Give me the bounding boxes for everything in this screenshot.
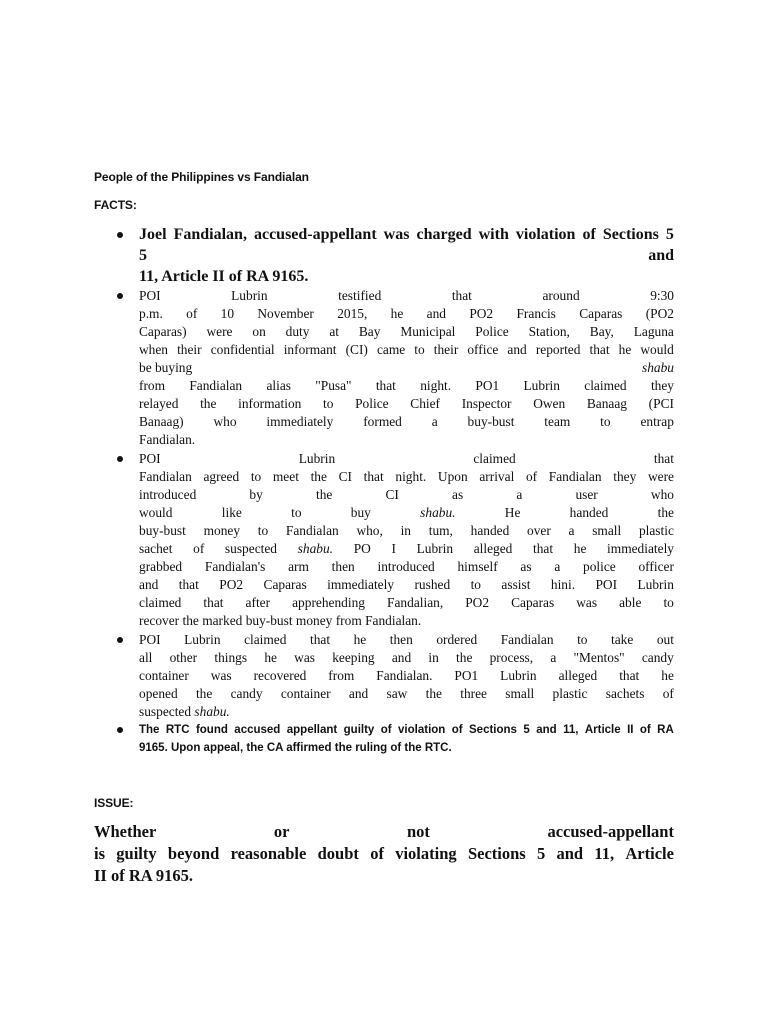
word: PO1: [475, 378, 500, 393]
word: accused: [234, 724, 281, 736]
word: POI: [595, 577, 618, 592]
fact-item-2: [139, 287, 674, 449]
fact-line: [139, 287, 674, 305]
fact-line: [139, 721, 674, 739]
word: Sections: [602, 226, 659, 243]
word: a: [431, 414, 438, 429]
fact-item-5: [139, 721, 674, 757]
word: II: [627, 724, 634, 736]
word: a: [568, 523, 575, 538]
word: Police: [355, 396, 389, 411]
word: Banaag: [586, 396, 627, 411]
word: in: [400, 523, 411, 538]
word: of: [662, 686, 674, 701]
word: Chief: [410, 396, 441, 411]
word: alleged: [558, 668, 598, 683]
fact-line: [139, 540, 674, 558]
fact-line: [139, 522, 674, 540]
word: who: [650, 487, 674, 502]
word: PO2: [219, 577, 244, 592]
fact-line: [139, 359, 674, 377]
fact-line: recover the marked buy-bust money from Fandialan.: [139, 613, 422, 628]
word: assist: [501, 577, 531, 592]
word: charged: [416, 226, 472, 243]
word: he: [661, 668, 674, 683]
word: that: [619, 668, 640, 683]
word: to: [250, 469, 262, 484]
issue-heading: ISSUE:: [94, 796, 134, 810]
word: guilty: [116, 844, 157, 863]
word: immediately: [327, 577, 395, 592]
case-title: People of the Philippines vs Fandialan: [94, 170, 309, 184]
word: violating: [395, 844, 457, 863]
word: RTC: [165, 724, 190, 736]
word: 9:30: [650, 288, 674, 303]
word: he: [618, 342, 632, 357]
fact-line: [139, 323, 674, 341]
fact-line: [139, 703, 674, 721]
word: 2015,: [337, 306, 368, 321]
word: reported: [535, 342, 581, 357]
word: meet: [272, 469, 299, 484]
word: "Pusa": [315, 378, 352, 393]
word: keeping: [332, 650, 375, 665]
word: of: [370, 844, 384, 863]
word: of: [380, 724, 392, 736]
word: Bay,: [589, 324, 614, 339]
word: to: [577, 632, 588, 647]
fact-line: 5: [139, 247, 147, 264]
word: found: [195, 724, 228, 736]
word: Fandialan: [139, 469, 192, 484]
word: things: [214, 650, 248, 665]
word: Upon: [437, 469, 468, 484]
word: tum,: [428, 523, 453, 538]
bullet-icon: [117, 727, 123, 733]
word: a: [550, 650, 557, 665]
word: to: [257, 523, 269, 538]
word: to: [323, 396, 334, 411]
word: (PO2: [645, 306, 674, 321]
word: confidential: [210, 342, 275, 357]
word: Lubrin: [231, 288, 268, 303]
word: was: [210, 668, 232, 683]
fact-line: Fandialan.: [139, 432, 196, 447]
word: 10: [220, 306, 235, 321]
word: entrap: [640, 414, 674, 429]
word: doubt: [317, 844, 359, 863]
word: to: [470, 577, 481, 592]
fact-line: [139, 305, 674, 323]
word: he: [390, 306, 404, 321]
fact-line: [139, 468, 674, 486]
word: sachets: [605, 686, 645, 701]
word: Lubrin: [523, 378, 560, 393]
fact-line-part: PO I Lubrin alleged that he immediately: [353, 541, 674, 556]
bullet-icon: [117, 456, 123, 462]
word: 11,: [563, 724, 579, 736]
word: that: [178, 577, 199, 592]
word: or: [273, 822, 290, 841]
word: came: [376, 342, 406, 357]
word: Inspector: [461, 396, 512, 411]
issue-line: [94, 843, 674, 865]
word: plastic: [552, 686, 588, 701]
word: Fandialan,: [173, 226, 247, 243]
word: himself: [457, 559, 498, 574]
word: of: [639, 724, 651, 736]
word: immediately: [266, 414, 334, 429]
word: CI: [385, 487, 399, 502]
word: 5: [536, 844, 546, 863]
fact-line-part: sachet of suspected: [139, 541, 277, 556]
word: was: [383, 226, 410, 243]
word: rushed: [414, 577, 451, 592]
fact-line: [139, 395, 674, 413]
word: Sections: [469, 724, 517, 736]
word: Joel: [139, 226, 167, 243]
word: claimed: [244, 632, 287, 647]
word: of: [525, 469, 538, 484]
word: Lubrin: [637, 577, 674, 592]
word: of: [582, 226, 596, 243]
word: arrival: [479, 469, 515, 484]
word: that: [589, 342, 610, 357]
word: that: [653, 451, 674, 466]
word: Station,: [528, 324, 570, 339]
word: Fandialan: [189, 378, 243, 393]
word: able: [619, 595, 642, 610]
fact-line: [139, 594, 674, 612]
word: claimed: [139, 595, 182, 610]
word: POI: [139, 451, 161, 466]
word: relayed: [139, 396, 179, 411]
bullet-icon: [117, 293, 123, 299]
word: saw: [386, 686, 408, 701]
word: to: [414, 342, 425, 357]
word: Lubrin: [298, 451, 336, 466]
fact-line: [139, 631, 674, 649]
word: Banaag): [139, 414, 184, 429]
word: introduced: [139, 487, 197, 502]
word: to: [663, 595, 674, 610]
word: police: [583, 559, 616, 574]
word: were: [647, 469, 674, 484]
word: that: [203, 595, 224, 610]
word: handed: [470, 523, 510, 538]
word: Lubrin: [184, 632, 221, 647]
word: POI: [139, 288, 161, 303]
word: container: [280, 686, 331, 701]
word: all: [139, 650, 153, 665]
word: Municipal: [400, 324, 456, 339]
word: the: [456, 650, 473, 665]
word: POI: [139, 632, 161, 647]
fact-line: [139, 341, 674, 359]
word: p.m.: [139, 306, 163, 321]
word: as: [520, 559, 532, 574]
fact-line: [139, 685, 674, 703]
fact-line: [139, 450, 674, 468]
word: and: [556, 844, 584, 863]
word: officer: [638, 559, 674, 574]
word: of: [451, 724, 463, 736]
word: was: [576, 595, 598, 610]
word: arm: [288, 559, 309, 574]
word: accused-appellant: [253, 226, 377, 243]
word: team: [544, 414, 571, 429]
word: the: [200, 396, 217, 411]
word: that: [309, 632, 331, 647]
word: beyond: [167, 844, 220, 863]
word: Article: [625, 844, 674, 863]
issue-line: II of RA 9165.: [94, 866, 194, 885]
word: container: [139, 668, 189, 683]
word: formed: [363, 414, 402, 429]
word: who: [213, 414, 237, 429]
word: Sections: [467, 844, 526, 863]
word: candy: [641, 650, 674, 665]
fact-line: [139, 576, 674, 594]
word: Fandialan: [548, 469, 602, 484]
word: who,: [356, 523, 383, 538]
word: he: [353, 632, 367, 647]
word: with: [478, 226, 509, 243]
word: Fandialan's: [204, 559, 266, 574]
word: Caparas: [263, 577, 307, 592]
word: agreed: [203, 469, 240, 484]
word: and: [139, 577, 159, 592]
word: and: [391, 650, 412, 665]
word: the: [310, 469, 327, 484]
word: and: [348, 686, 369, 701]
fact-item-3: [139, 450, 674, 630]
word: office: [467, 342, 499, 357]
word: from: [328, 668, 355, 683]
word: Fandialan: [500, 632, 554, 647]
fact-line-italic: shabu: [642, 360, 674, 375]
fact-line: 11, Article II of RA 9165.: [139, 268, 309, 285]
word: user: [575, 487, 598, 502]
word: in: [428, 650, 439, 665]
word: take: [611, 632, 634, 647]
word: ordered: [436, 632, 478, 647]
word: (PCI: [648, 396, 674, 411]
word: he: [264, 650, 277, 665]
word: November: [257, 306, 314, 321]
fact-line-part: He handed the: [504, 505, 674, 520]
word: Francis: [516, 306, 556, 321]
word: over: [527, 523, 551, 538]
word: a: [516, 487, 523, 502]
word: RA: [657, 724, 674, 736]
word: duty: [285, 324, 310, 339]
word: and: [507, 342, 527, 357]
issue-text: [94, 821, 674, 887]
word: around: [542, 288, 580, 303]
word: the: [195, 686, 213, 701]
word: Whether: [94, 822, 157, 841]
word: violation: [398, 724, 446, 736]
fact-line: [139, 377, 674, 395]
word: Caparas): [139, 324, 187, 339]
word: buy-bust: [467, 414, 515, 429]
fact-line: 9165. Upon appeal, the CA affirmed the ruling of the RTC.: [139, 742, 452, 754]
word: plastic: [638, 523, 674, 538]
fact-line: [139, 558, 674, 576]
word: apprehending: [292, 595, 365, 610]
fact-line: and: [648, 247, 674, 264]
word: PO2: [465, 595, 490, 610]
word: 5: [665, 226, 674, 243]
word: Police: [475, 324, 509, 339]
word: small: [505, 686, 535, 701]
word: their: [433, 342, 459, 357]
word: night.: [420, 378, 452, 393]
fact-line-italic: shabu.: [194, 704, 230, 719]
word: that: [451, 288, 472, 303]
word: process,: [489, 650, 534, 665]
word: three: [460, 686, 487, 701]
word: were: [206, 324, 233, 339]
word: the: [315, 487, 333, 502]
word: they: [613, 469, 637, 484]
word: CI: [338, 469, 352, 484]
word: would: [640, 342, 674, 357]
word: from: [139, 378, 166, 393]
word: Bay: [358, 324, 381, 339]
word: to: [600, 414, 611, 429]
word: not: [407, 822, 430, 841]
word: Caparas: [511, 595, 555, 610]
fact-line: [139, 486, 674, 504]
word: PO1: [454, 668, 479, 683]
word: a: [554, 559, 561, 574]
word: is: [94, 844, 106, 863]
word: Laguna: [633, 324, 674, 339]
word: Fandialan: [285, 523, 339, 538]
word: small: [592, 523, 622, 538]
word: Caparas: [579, 306, 623, 321]
word: after: [245, 595, 271, 610]
word: Fandalian,: [387, 595, 444, 610]
word: the: [425, 686, 442, 701]
word: and: [426, 306, 446, 321]
fact-line-italic: shabu.: [297, 541, 334, 556]
word: claimed: [473, 451, 516, 466]
word: that: [363, 469, 384, 484]
fact-line: [139, 224, 674, 245]
word: alias: [266, 378, 291, 393]
word: they: [650, 378, 674, 393]
word: grabbed: [139, 559, 183, 574]
word: night.: [395, 469, 427, 484]
word: reasonable: [230, 844, 307, 863]
word: of: [186, 306, 198, 321]
word: introduced: [377, 559, 435, 574]
fact-line: [139, 413, 674, 431]
word: their: [177, 342, 202, 357]
word: 5: [523, 724, 530, 736]
word: at: [329, 324, 339, 339]
bullet-icon: [117, 637, 123, 643]
word: information: [238, 396, 302, 411]
word: as: [452, 487, 464, 502]
word: hini.: [550, 577, 576, 592]
word: testified: [338, 288, 382, 303]
word: then: [389, 632, 413, 647]
word: on: [252, 324, 266, 339]
fact-line-part: suspected: [139, 704, 192, 719]
word: then: [331, 559, 355, 574]
word: (CI): [345, 342, 368, 357]
word: that: [375, 378, 396, 393]
word: out: [656, 632, 674, 647]
word: money: [203, 523, 241, 538]
word: informant: [283, 342, 337, 357]
word: Owen: [533, 396, 566, 411]
word: PO2: [469, 306, 494, 321]
bullet-icon: [117, 232, 123, 238]
word: and: [536, 724, 557, 736]
word: Fandialan.: [376, 668, 433, 683]
fact-line: [139, 504, 674, 522]
word: appellant: [286, 724, 338, 736]
fact-line-part: would like to buy: [139, 505, 371, 520]
word: accused-appellant: [547, 822, 674, 841]
word: "Mentos": [573, 650, 625, 665]
word: guilty: [343, 724, 375, 736]
word: other: [169, 650, 198, 665]
facts-heading: FACTS:: [94, 198, 137, 212]
word: when: [139, 342, 169, 357]
issue-line: [94, 821, 674, 843]
word: opened: [139, 686, 178, 701]
word: was: [294, 650, 315, 665]
word: candy: [230, 686, 263, 701]
fact-line: [139, 649, 674, 667]
word: buy-bust: [139, 523, 186, 538]
word: by: [249, 487, 263, 502]
fact-line: [139, 667, 674, 685]
fact-line-italic: shabu.: [420, 505, 456, 520]
word: Lubrin: [500, 668, 537, 683]
fact-item-4: [139, 631, 674, 721]
word: recovered: [253, 668, 307, 683]
word: claimed: [584, 378, 627, 393]
word: 11,: [594, 844, 615, 863]
word: violation: [515, 226, 576, 243]
fact-line-part: be buying: [139, 360, 193, 375]
word: The: [139, 724, 160, 736]
word: Article: [584, 724, 621, 736]
